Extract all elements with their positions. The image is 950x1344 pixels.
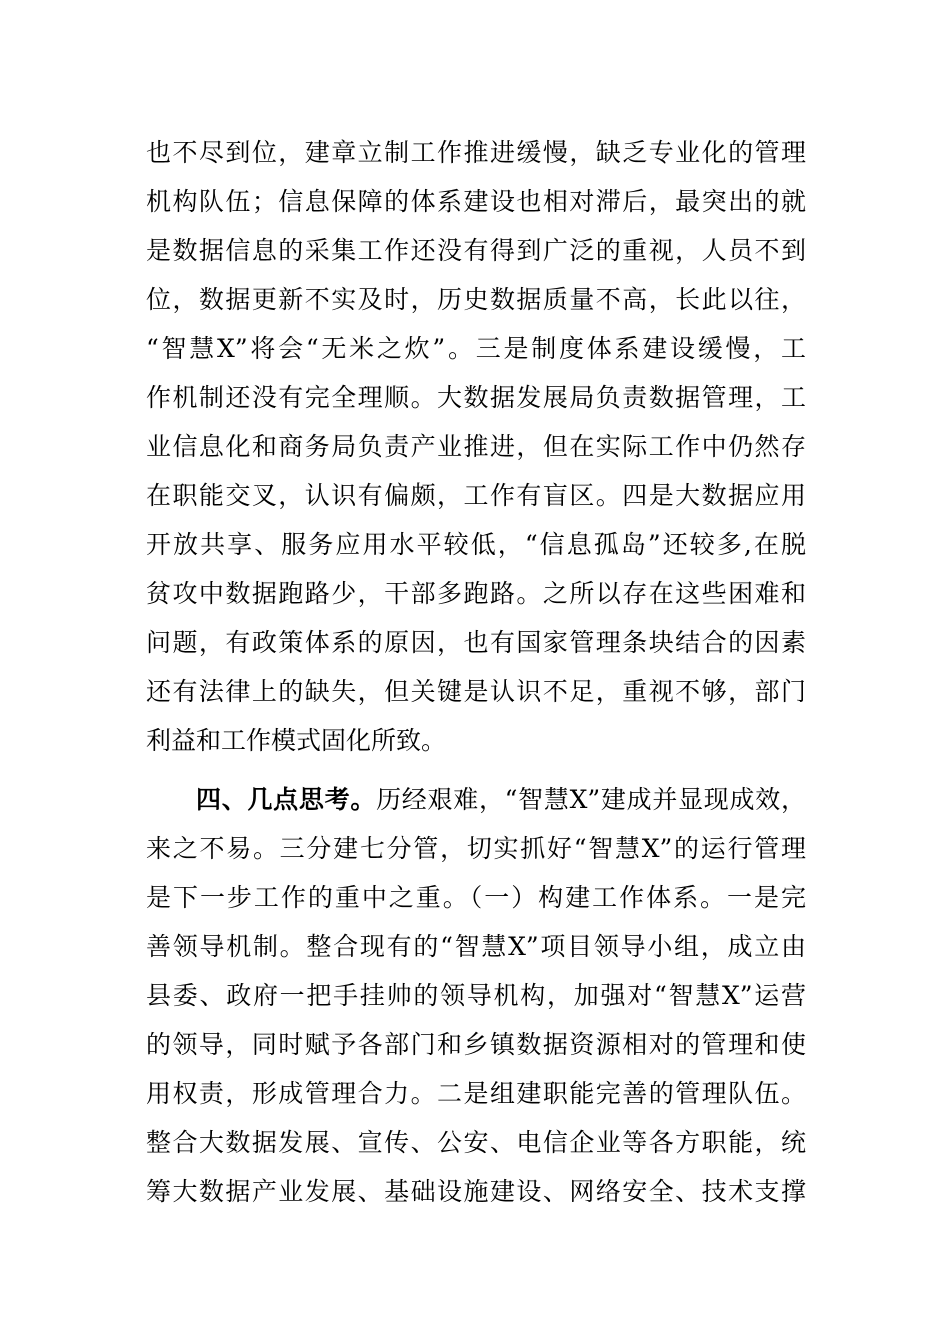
text-line: 在职能交叉，认识有偏颇，工作有盲区。四是大数据应用 — [146, 481, 806, 510]
text-line: 的领导，同时赋予各部门和乡镇数据资源相对的管理和使 — [146, 1030, 806, 1059]
paragraph-problems — [146, 128, 806, 765]
text-line: 位，数据更新不实及时，历史数据质量不高，长此以往， — [146, 285, 806, 314]
text-line: 利益和工作模式固化所致。 — [146, 726, 447, 755]
text-line: 贫攻中数据跑路少，干部多跑路。之所以存在这些困难和 — [146, 579, 806, 608]
text-line: 问题，有政策体系的原因，也有国家管理条块结合的因素 — [146, 628, 806, 657]
text-line: 机构队伍；信息保障的体系建设也相对滞后，最突出的就 — [146, 187, 806, 216]
text-line: 还有法律上的缺失，但关键是认识不足，重视不够，部门 — [146, 677, 806, 706]
text-line: 用权责，形成管理合力。二是组建职能完善的管理队伍。 — [146, 1079, 806, 1108]
text-line: 筹大数据产业发展、基础设施建设、网络安全、技术支撑 — [146, 1177, 806, 1206]
text-line-first — [146, 775, 806, 824]
text-line: 是下一步工作的重中之重。（一）构建工作体系。一是完 — [146, 883, 806, 912]
text-line-rest: 历经艰难，“智慧X”建成并显现成效， — [376, 785, 806, 814]
text-line: 作机制还没有完全理顺。大数据发展局负责数据管理，工 — [146, 383, 806, 412]
text-line: 是数据信息的采集工作还没有得到广泛的重视，人员不到 — [146, 236, 806, 265]
paragraph-thoughts — [146, 775, 806, 1216]
text-line: 也不尽到位，建章立制工作推进缓慢，缺乏专业化的管理 — [146, 138, 806, 167]
text-line: 业信息化和商务局负责产业推进，但在实际工作中仍然存 — [146, 432, 806, 461]
text-line: 县委、政府一把手挂帅的领导机构，加强对“智慧X”运营 — [146, 981, 806, 1010]
text-line: 开放共享、服务应用水平较低，“信息孤岛”还较多,在脱 — [146, 530, 806, 559]
text-line: “智慧X”将会“无米之炊”。三是制度体系建设缓慢，工 — [146, 334, 806, 363]
text-line: 整合大数据发展、宣传、公安、电信企业等各方职能，统 — [146, 1128, 806, 1157]
text-line: 善领导机制。整合现有的“智慧X”项目领导小组，成立由 — [146, 932, 806, 961]
text-line: 来之不易。三分建七分管，切实抓好“智慧X”的运行管理 — [146, 834, 806, 863]
section-heading: 四、几点思考。 — [196, 785, 377, 814]
